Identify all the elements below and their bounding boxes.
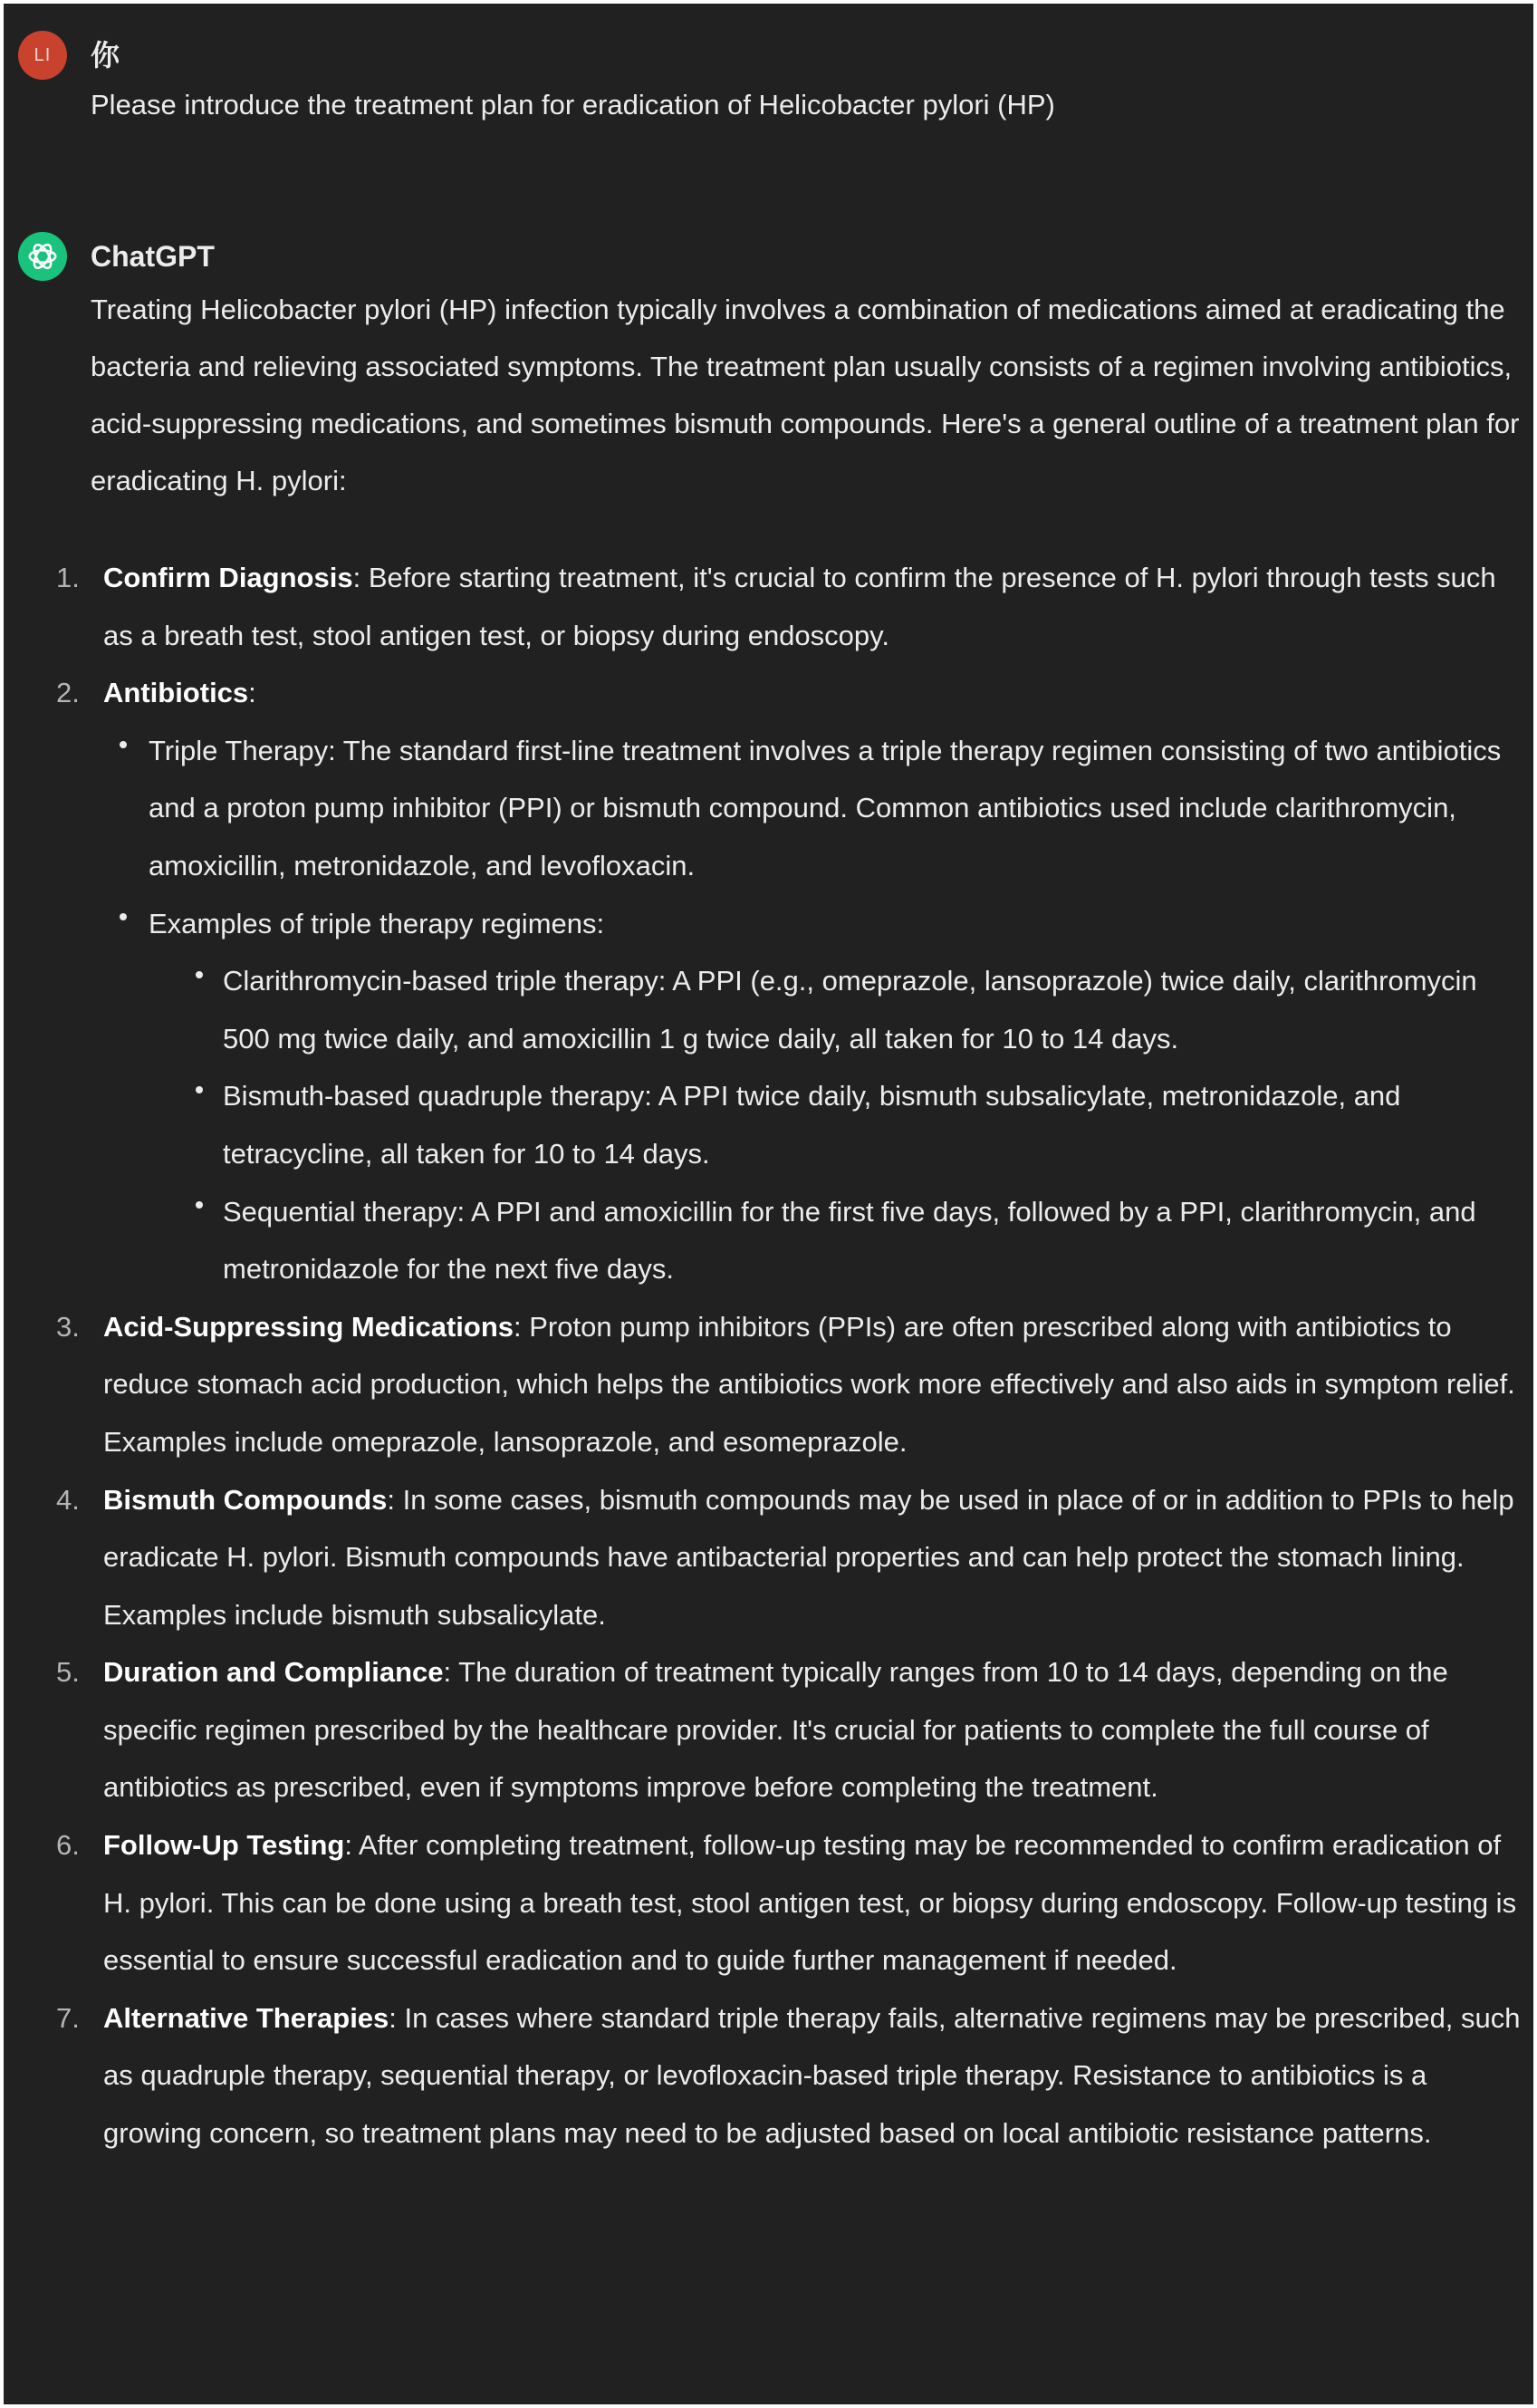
list-item-text: : Before starting treatment, it's crucial to confirm the presence of H. pylori through tests such as a breath test, stool antigen test, or biopsy during endoscopy. xyxy=(103,562,1496,651)
user-avatar xyxy=(18,31,67,80)
list-item xyxy=(4,664,1533,722)
openai-logo-icon xyxy=(18,232,67,281)
bullet-item xyxy=(4,895,1533,953)
openai-logo-svg xyxy=(25,239,60,274)
treatment-list xyxy=(4,549,1533,2162)
bullet-icon xyxy=(120,722,127,780)
user-message-text: Please introduce the treatment plan for eradication of Helicobacter pylori (HP) xyxy=(91,89,1055,120)
list-item-title: Acid-Suppressing Medications xyxy=(103,1310,514,1343)
list-item-title: Antibiotics xyxy=(103,677,249,709)
list-item-title: Bismuth Compounds xyxy=(103,1483,388,1516)
list-item-number: 4. xyxy=(56,1483,80,1516)
sub-bullet-item xyxy=(4,1183,1533,1298)
list-item-title: Confirm Diagnosis xyxy=(103,562,353,593)
list-item-text: : In some cases, bismuth compounds may be used in place of or in addition to PPIs to help eradicate H. pylori. Bismuth compounds have antibacterial properties and can help protect the stomach lining. Examples include bismuth subsalicylate. xyxy=(103,1483,1514,1631)
bullet-icon xyxy=(196,1183,203,1241)
bullet-icon xyxy=(196,952,203,1010)
sub-bullet-text: Bismuth-based quadruple therapy: A PPI twice daily, bismuth subsalicylate, metronidazole, and tetracycline, all taken for 10 to 14 days. xyxy=(223,1080,1401,1170)
user-avatar-initials: LI xyxy=(34,44,52,65)
sub-bullet-item xyxy=(4,952,1533,1067)
list-item-title: Follow-Up Testing xyxy=(103,1829,345,1862)
list-item-text: : The duration of treatment typically ranges from 10 to 14 days, depending on the specific regimen prescribed by the healthcare provider. It's crucial for patients to complete the full course of antibiotics as prescribed, even if symptoms improve before completing the treatment. xyxy=(103,1656,1448,1804)
user-name: 你 xyxy=(91,39,120,72)
list-item xyxy=(4,1471,1533,1644)
list-item-title: Duration and Compliance xyxy=(103,1656,444,1689)
bullet-text: Examples of triple therapy regimens: xyxy=(149,907,605,939)
sub-bullet-text: Clarithromycin-based triple therapy: A PPI (e.g., omeprazole, lansoprazole) twice daily, clarithromycin 500 mg twice daily, and amoxicillin 1 g twice daily, all taken for 10 to 14 days. xyxy=(223,965,1477,1055)
list-item-number: 3. xyxy=(56,1310,80,1343)
list-item xyxy=(4,1989,1533,2162)
list-item xyxy=(4,1298,1533,1471)
list-item xyxy=(4,549,1533,664)
list-item-number: 1. xyxy=(56,562,80,593)
sub-bullet-text: Sequential therapy: A PPI and amoxicillin for the first five days, followed by a PPI, clarithromycin, and metronidazole for the next five days. xyxy=(223,1195,1476,1286)
chat-window xyxy=(4,4,1533,2404)
list-item-number: 7. xyxy=(56,2001,80,2034)
list-item-number: 5. xyxy=(56,1656,80,1689)
bullet-text: Triple Therapy: The standard first-line treatment involves a triple therapy regimen consisting of two antibiotics and a proton pump inhibitor (PPI) or bismuth compound. Common antibiotics used include clarithromycin, amoxicillin, metronidazole, and levofloxacin. xyxy=(149,734,1502,881)
assistant-name: ChatGPT xyxy=(91,240,215,273)
list-item-title: Alternative Therapies xyxy=(103,2001,389,2034)
list-item xyxy=(4,1816,1533,1989)
list-item xyxy=(4,1643,1533,1816)
list-item-text: : After completing treatment, follow-up testing may be recommended to confirm eradication of H. pylori. This can be done using a breath test, stool antigen test, or biopsy during endoscopy. Follow-up testing is essential to ensure successful eradication and to guide further management if needed. xyxy=(103,1829,1517,1977)
list-item-text: : Proton pump inhibitors (PPIs) are often prescribed along with antibiotics to reduce stomach acid production, which helps the antibiotics work more effectively and also aids in symptom relief. Examples include omeprazole, lansoprazole, and esomeprazole. xyxy=(103,1310,1515,1458)
bullet-icon xyxy=(120,895,127,953)
sub-bullet-item xyxy=(4,1067,1533,1182)
bullet-item xyxy=(4,722,1533,895)
list-item-number: 6. xyxy=(56,1829,80,1862)
bullet-icon xyxy=(196,1067,203,1125)
list-item-text: : In cases where standard triple therapy fails, alternative regimens may be prescribed, such as quadruple therapy, sequential therapy, or levofloxacin-based triple therapy. Resistance to antibiotics is a growing concern, so treatment plans may need to be adjusted based on local antibiotic resistance patterns. xyxy=(103,2001,1521,2150)
assistant-intro: Treating Helicobacter pylori (HP) infection typically involves a combination of medications aimed at eradicating the bacteria and relieving associated symptoms. The treatment plan usually consists of a regimen involving antibiotics, acid-suppressing medications, and sometimes bismuth compounds. Here's a general outline of a treatment plan for eradicating H. pylori: xyxy=(91,294,1520,496)
list-item-number: 2. xyxy=(56,677,80,709)
list-item-text: : xyxy=(248,677,256,709)
